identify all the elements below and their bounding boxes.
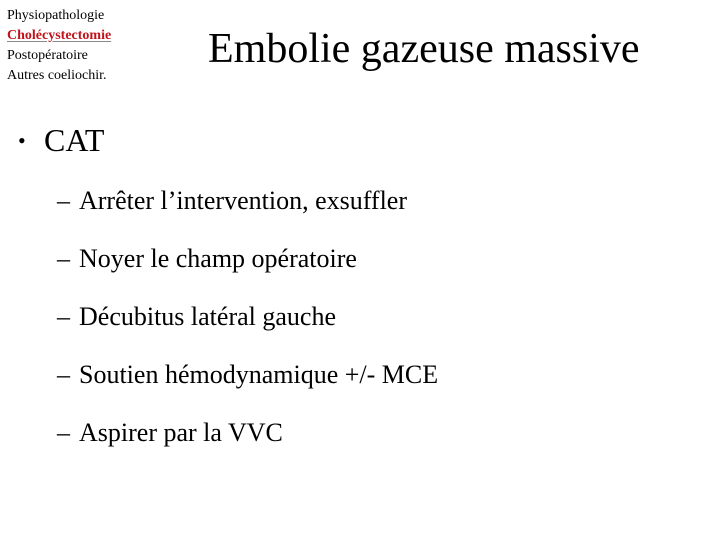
list-item-text: Soutien hémodynamique +/- MCE [79, 360, 439, 389]
dash-marker: – [57, 186, 70, 215]
bullet-cat [18, 120, 104, 161]
list-item-text: Noyer le champ opératoire [79, 244, 357, 273]
dash-marker: – [57, 244, 70, 273]
action-list [57, 183, 438, 473]
slide-title: Embolie gazeuse massive [208, 26, 640, 72]
list-item [57, 183, 438, 241]
nav-link-physiopathologie[interactable]: Physiopathologie [7, 8, 105, 23]
list-item [57, 299, 438, 357]
dash-marker: – [57, 418, 70, 447]
nav-link-postoperatoire[interactable]: Postopératoire [7, 48, 88, 63]
dash-marker: – [57, 302, 70, 331]
list-item-text: Aspirer par la VVC [79, 418, 283, 447]
bullet-marker: • [18, 128, 26, 153]
dash-marker: – [57, 360, 70, 389]
list-item [57, 357, 438, 415]
bullet-label: CAT [44, 122, 105, 158]
list-item [57, 415, 438, 473]
section-nav [7, 6, 111, 86]
nav-link-cholecystectomie[interactable]: Cholécystectomie [7, 28, 112, 43]
list-item [57, 241, 438, 299]
list-item-text: Arrêter l’intervention, exsuffler [79, 186, 407, 215]
list-item-text: Décubitus latéral gauche [79, 302, 336, 331]
nav-link-autres-coeliochir[interactable]: Autres coeliochir. [7, 68, 107, 83]
